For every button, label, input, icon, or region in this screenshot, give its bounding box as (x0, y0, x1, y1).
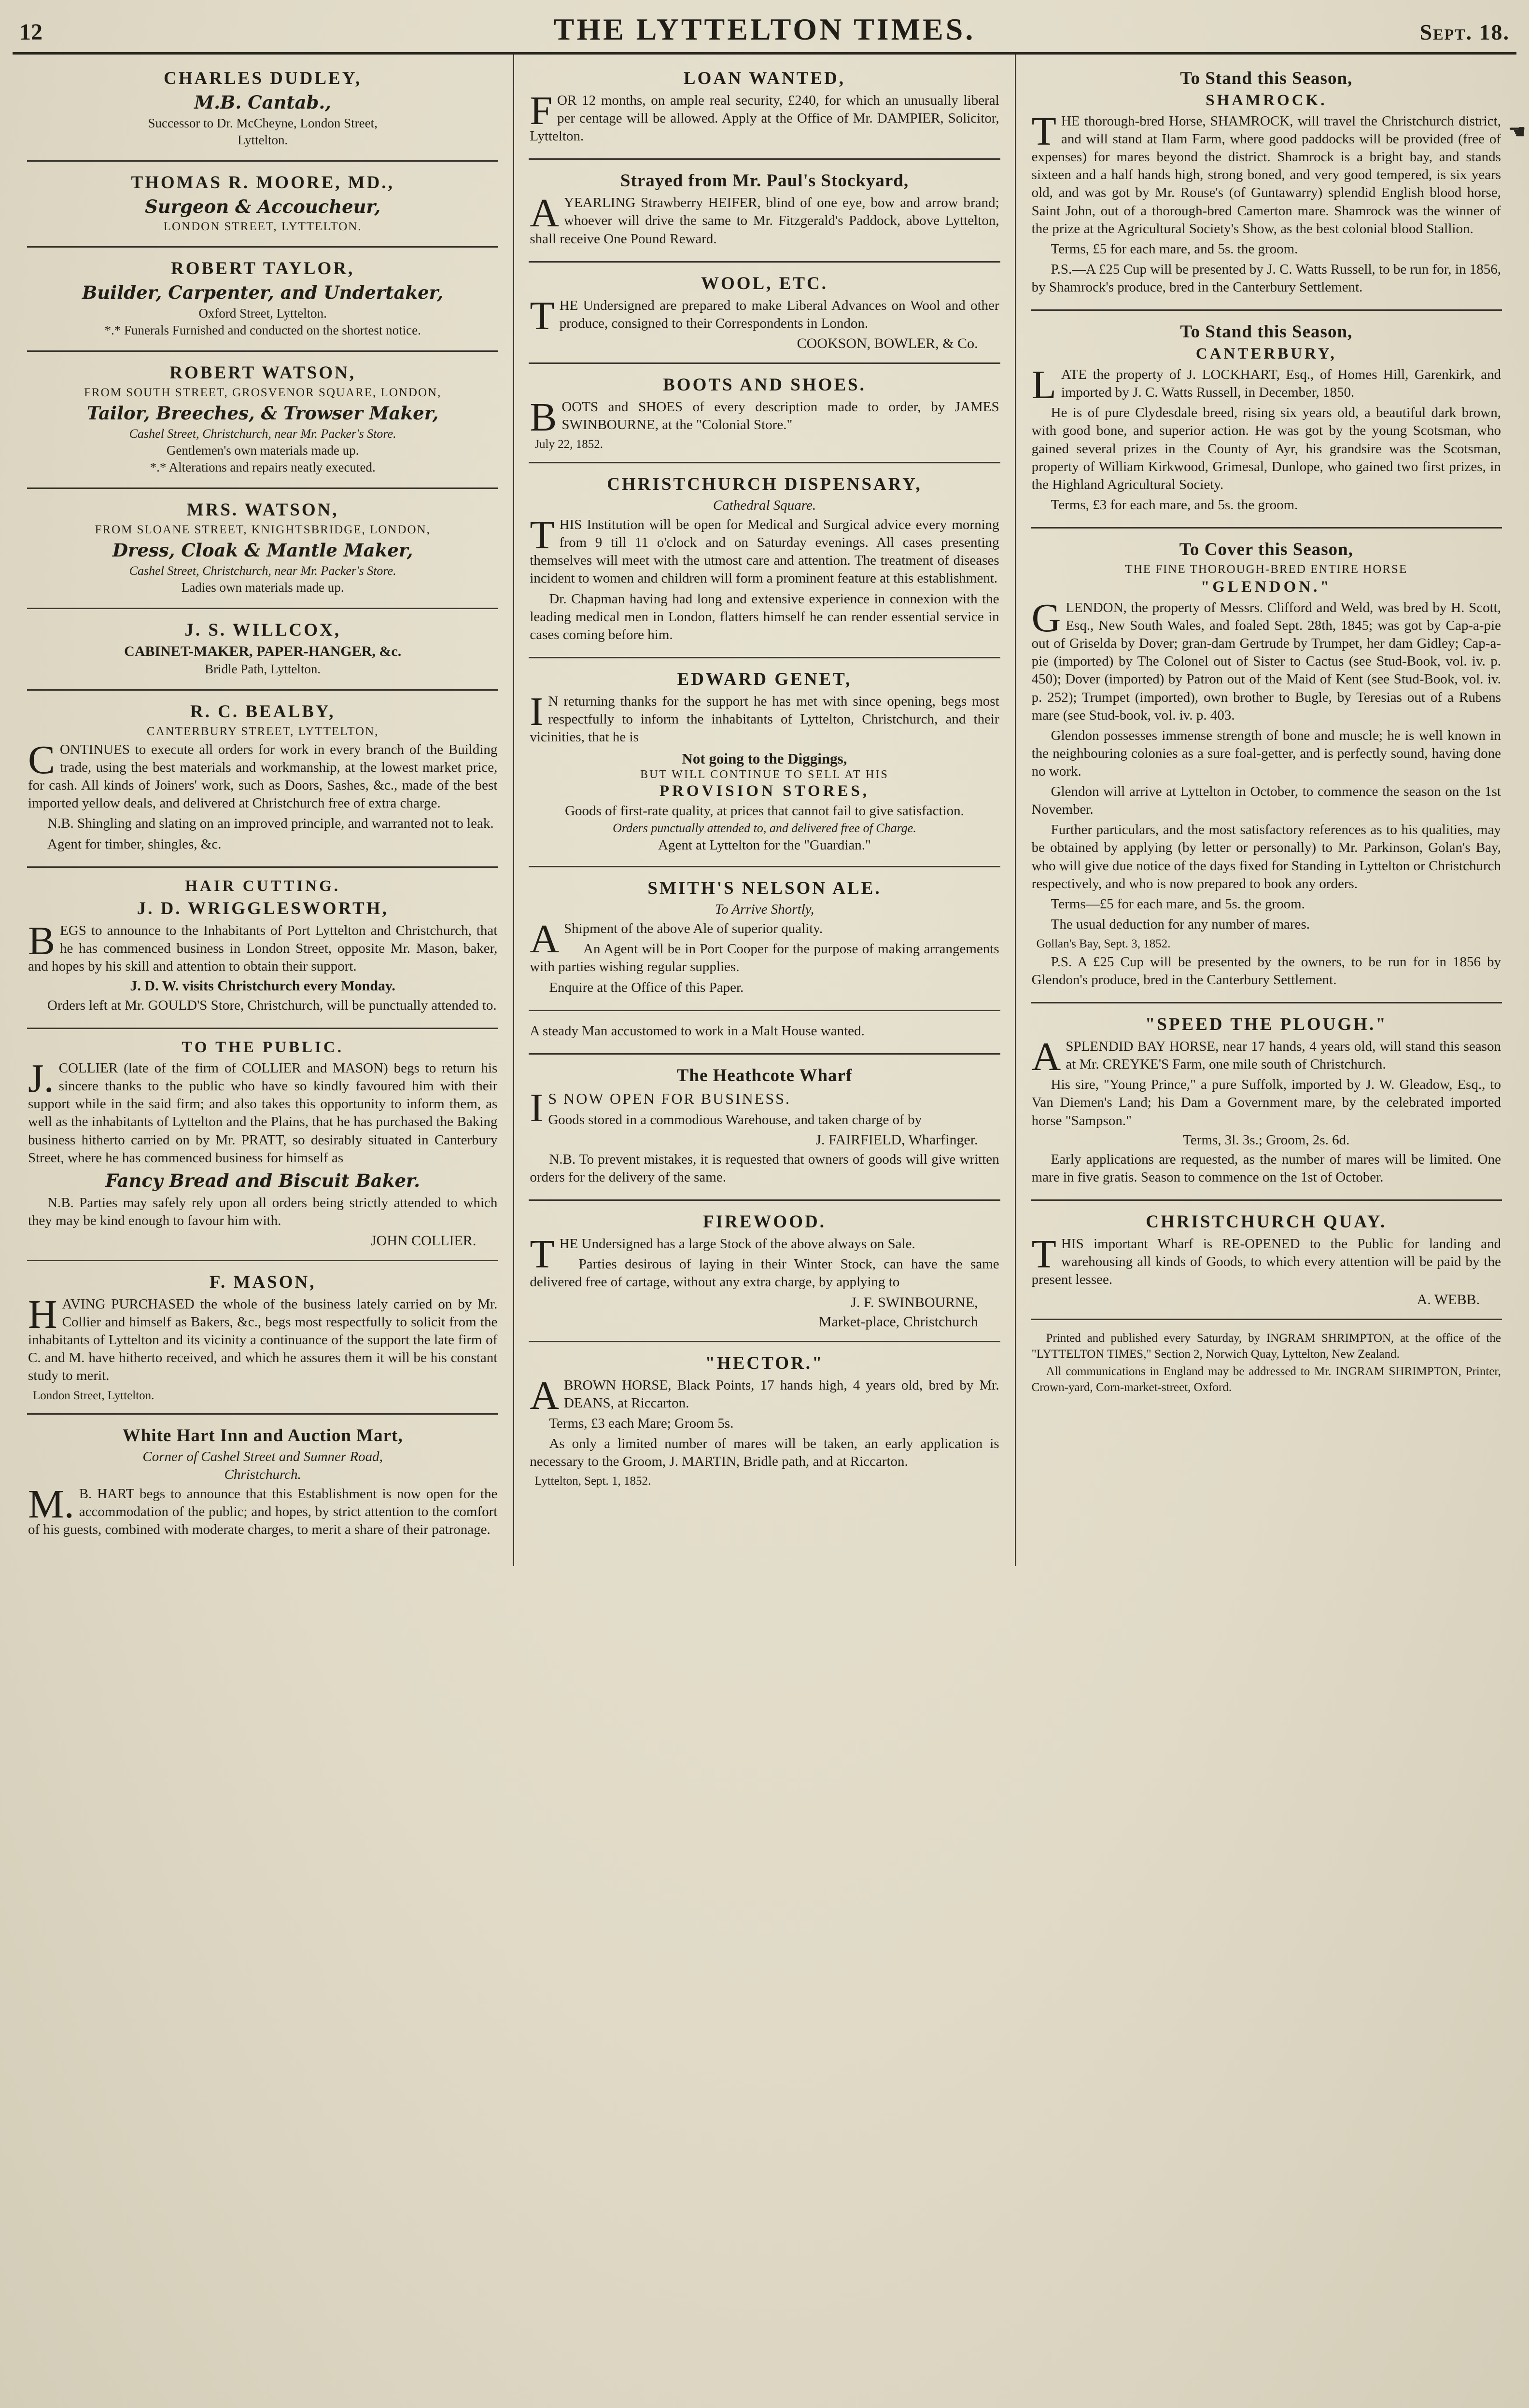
body-text: YEARLING Strawberry HEIFER, blind of one eye, bow and arrow brand; whoever will drive the same to Mr. Fitzgerald's Paddock, above Lyttelton, shall receive One Pound Reward. (530, 195, 999, 247)
ad-robert-taylor (27, 246, 498, 350)
ad-title: J. D. WRIGGLESWORTH, (137, 898, 389, 919)
ad-title: White Hart Inn and Auction Mart, (122, 1425, 403, 1446)
body-text: HIS important Wharf is RE-OPENED to the Public for landing and warehousing all kinds of Goods, to which every attention will be paid by the present lessee. (1031, 1236, 1501, 1288)
ad-firewood (529, 1199, 1000, 1340)
ad-body (530, 513, 999, 587)
drop-cap: I (530, 1085, 544, 1130)
ad-body-2: He is of pure Clydesdale breed, rising six years old, a beautiful dark brown, with good bone, and superior action. He was got by the young Scotsman, who gained several prizes in the County of Ayr, his grandsire was the Scotsman, property of William Kirkwood, Grimesal, Dunlope, who gained two first prizes, in the Highland Agricultural Society. (1031, 405, 1501, 492)
ad-subtitle: To Arrive Shortly, (715, 902, 814, 918)
ad-body (28, 1292, 498, 1385)
ad-line: LONDON STREET, LYTTELTON. (163, 220, 362, 233)
ad-title: CHARLES DUDLEY, (164, 69, 362, 88)
ad-robert-watson (27, 350, 498, 487)
ad-malt-house (529, 1010, 1000, 1053)
ad-to-the-public (27, 1028, 498, 1260)
signature: A. WEBB. (1417, 1292, 1480, 1308)
ad-body-4: Further particulars, and the most satisfactory references as to his qualities, may be obtained by applying (by letter or personally) to Mr. Parkinson, Golan's Bay, who will give due notice of the days fixed for Standing in Lyttelton or Christchurch respectively, and who is now prepared to book any orders. (1031, 822, 1501, 891)
ad-horse-name: "GLENDON." (1200, 578, 1332, 596)
ad-place: London Street, Lyttelton. (33, 1389, 154, 1402)
ad-heading: To Stand this Season, (1180, 322, 1353, 342)
ad-line: Agent for timber, shingles, &c. (47, 836, 222, 852)
newspaper-title: THE LYTTELTON TIMES. (553, 12, 976, 46)
ad-body: A steady Man accustomed to work in a Malt House wanted. (530, 1023, 865, 1039)
ad-body-2: Parties desirous of laying in their Winter Stock, can have the same delivered free of cartage, without any extra charge, by applying to (530, 1256, 999, 1290)
ad-edward-genet (529, 657, 1000, 866)
ad-heading: BOOTS AND SHOES. (663, 375, 866, 395)
ad-heading: Strayed from Mr. Paul's Stockyard, (620, 171, 909, 191)
drop-cap: A (530, 917, 559, 962)
ad-body (1031, 595, 1501, 724)
ad-body (530, 293, 999, 338)
ad-title: J. S. WILLCOX, (184, 620, 341, 640)
drop-cap: F (530, 88, 553, 133)
ad-note: Orders punctually attended to, and delivered free of Charge. (613, 821, 916, 835)
ad-loan-wanted (529, 57, 1000, 158)
ad-subtitle-blackletter: M.B. Cantab., (194, 92, 332, 113)
ad-shamrock (1031, 57, 1502, 309)
ad-address: Cashel Street, Christchurch, near Mr. Packer's Store. (129, 564, 396, 578)
ad-body (530, 394, 999, 440)
ad-body (530, 689, 999, 746)
ad-body-2: As only a limited number of mares will be taken, an early application is necessary to the Groom, J. MARTIN, Bridle path, and at Riccarton. (530, 1435, 999, 1469)
ad-line: Ladies own materials made up. (181, 580, 344, 595)
columns (13, 55, 1516, 1566)
ad-canterbury (1031, 309, 1502, 527)
ad-heading: "HECTOR." (705, 1353, 824, 1373)
ad-heading: WOOL, ETC. (701, 273, 828, 293)
ad-strayed-heifer (529, 158, 1000, 261)
signature: COOKSON, BOWLER, & Co. (797, 335, 978, 351)
drop-cap: J. (28, 1056, 54, 1101)
ad-subtitle-blackletter: Tailor, Breeches, & Trowser Maker, (86, 403, 439, 424)
ad-note: Orders left at Mr. GOULD'S Store, Christchurch, will be punctually attended to. (47, 997, 497, 1013)
ad-title: ROBERT TAYLOR, (171, 259, 355, 278)
ad-line: Gentlemen's own materials made up. (166, 443, 359, 458)
body-text: LENDON, the property of Messrs. Clifford and Weld, was bred by H. Scott, Esq., New South Wales, and foaled Sept. 28th, 1845; was got by Cap-a-pie out of Griselda by Dover; gran-dam Gertrude by Trumpet, her dam Gidley; Cap-a-pie (imported) by The Colonel out of Sister to Cactus (see Stud-Book, vol. iv. p. 450); Dover (imported) by Patron out of the Maid of Kent (see Stud-Book, vol. iv. p. 252); Trumpet (imported), own brother to Bugle, by Teresias out of a Rubens mare (see Stud-book, vol. iv. p. 403. (1031, 599, 1501, 723)
ad-boots-shoes (529, 362, 1000, 462)
ad-note: J. D. W. visits Christchurch every Monday. (130, 977, 395, 994)
ad-title: ROBERT WATSON, (169, 363, 356, 383)
body-text: SPLENDID BAY HORSE, near 17 hands, 4 years old, will stand this season at Mr. CREYKE'S Farm, one mile south of Christchurch. (1066, 1039, 1501, 1072)
ad-body-2: Glendon possesses immense strength of bone and muscle; he is well known in the neighbouring colonies as a sure foal-getter, and is perfectly sound, having done no work. (1031, 727, 1501, 779)
drop-cap: T (530, 513, 555, 558)
drop-cap: C (28, 738, 56, 782)
ad-terms: Terms, 3l. 3s.; Groom, 2s. 6d. (1183, 1132, 1350, 1148)
ad-address: Cashel Street, Christchurch, near Mr. Packer's Store. (129, 427, 396, 441)
ad-line: CANTERBURY STREET, LYTTELTON, (146, 725, 379, 738)
body-text: BROWN HORSE, Black Points, 17 hands high, 4 years old, bred by Mr. DEANS, at Riccarton. (564, 1377, 999, 1411)
ad-dispensary (529, 462, 1000, 657)
body-text: B. HART begs to announce that this Establishment is now open for the accommodation of the public; and hopes, by strict attention to the comfort of his guests, combined with moderate charges, to merit a share of their patronage. (28, 1486, 498, 1537)
ad-horse-name: CANTERBURY, (1195, 345, 1337, 363)
ad-line: CABINET-MAKER, PAPER-HANGER, &c. (124, 643, 402, 659)
ad-address: Christchurch. (224, 1466, 301, 1482)
ad-nb: N.B. Shingling and slating on an improved principle, and warranted not to leak. (47, 816, 494, 832)
ad-body (28, 1056, 498, 1167)
body-text: N returning thanks for the support he has met with since opening, begs most respectfully to inform the inhabitants of Lyttelton, Christchurch, and their vicinities, that he is (530, 693, 999, 745)
drop-cap: G (1031, 595, 1061, 640)
body-text: AVING PURCHASED the whole of the business lately carried on by Mr. Collier and himself as Bakers, &c., begs most respectfully to solicit from the inhabitants of Lyttelton and its vicinity a continuance of the support the late firm of C. and M. have hitherto received, and which he assures them it will be his constant study to merit. (28, 1296, 498, 1384)
ad-heading: To Stand this Season, (1180, 69, 1353, 88)
ad-date: Gollan's Bay, Sept. 3, 1852. (1036, 937, 1171, 950)
ad-body (530, 1373, 999, 1418)
imprint (1031, 1319, 1502, 1408)
ad-wool (529, 261, 1000, 362)
ad-line: Bridle Path, Lyttelton. (205, 662, 321, 676)
ad-line: PROVISION STORES, (659, 782, 870, 800)
ad-title: F. MASON, (209, 1272, 316, 1292)
ad-title: MRS. WATSON, (186, 500, 339, 520)
ad-heading: CHRISTCHURCH DISPENSARY, (607, 474, 922, 495)
ad-slogan: Not going to the Diggings, (682, 750, 847, 767)
drop-cap: T (530, 293, 555, 338)
ad-terms: Terms—£5 for each mare, and 5s. the groom. (1051, 896, 1305, 912)
signature: JOHN COLLIER. (371, 1232, 477, 1249)
body-text: ATE the property of J. LOCKHART, Esq., of Homes Hill, Garenkirk, and imported by J. C. Watts Russell, in December, 1850. (1061, 367, 1501, 401)
ad-body (1031, 1034, 1501, 1080)
drop-cap: T (1031, 109, 1056, 154)
ad-line: BUT WILL CONTINUE TO SELL AT HIS (640, 768, 889, 781)
ad-nb: N.B. Parties may safely rely upon all orders being strictly attended to which they may be kind enough to favour him with. (28, 1195, 498, 1228)
ad-heading: LOAN WANTED, (683, 69, 846, 88)
ad-horse-name: SHAMROCK. (1206, 92, 1327, 109)
ad-terms: Terms, £3 each Mare; Groom 5s. (549, 1415, 734, 1431)
body-text: OR 12 months, on ample real security, £240, for which an unusually liberal per centage will be allowed. Apply at the Office of Mr. DAMPIER, Solicitor, Lyttelton. (530, 93, 999, 144)
ad-heading: HAIR CUTTING. (185, 877, 341, 895)
drop-cap: T (530, 1232, 555, 1277)
ad-body (530, 88, 999, 145)
ad-note: *.* Alterations and repairs neatly executed. (150, 460, 376, 474)
signature: J. F. SWINBOURNE, (851, 1294, 978, 1310)
ad-body-2: Goods of first-rate quality, at prices that cannot fail to give satisfaction. (565, 803, 964, 819)
ad-mrs-watson (27, 487, 498, 608)
body-text: COLLIER (late of the firm of COLLIER and MASON) begs to return his sincere thanks to the public who have so kindly favoured him with their support while in the said firm; and also takes this opportunity to inform them, as well as the inhabitants of Lyttelton and the Plains, that he has purchased the Baking business hitherto carried on by Mr. PRATT, so desirably situated in Canterbury Street, where he has commenced business for himself as (28, 1060, 498, 1166)
ad-note: Agent at Lyttelton for the "Guardian." (658, 837, 871, 853)
signature: J. FAIRFIELD, Wharfinger. (815, 1131, 978, 1148)
ad-heading: CHRISTCHURCH QUAY. (1146, 1211, 1387, 1232)
drop-cap: T (1031, 1231, 1056, 1277)
ad-body-2: An Agent will be in Port Cooper for the purpose of making arrangements with parties wishing regular supplies. (530, 941, 999, 975)
ad-body (28, 738, 498, 812)
ad-body-3: Early applications are requested, as the number of mares will be limited. One mare in five gratis. Season to commence on the 1st of October. (1031, 1151, 1501, 1185)
drop-cap: B (530, 394, 557, 440)
body-text: ONTINUES to execute all orders for work in every branch of the Building trade, using the best materials and workmanship, at the lowest market price, for cash. All kinds of Joiners' work, such as Doors, Sashes, &c., made of the best imported yellow deals, and delivered at Christchurch free of extra charge. (28, 742, 498, 811)
ad-terms: Terms, £5 for each mare, and 5s. the groom. (1051, 241, 1298, 257)
ad-glendon (1031, 527, 1502, 1002)
ad-thomas-moore (27, 160, 498, 246)
ad-heading: "SPEED THE PLOUGH." (1145, 1015, 1388, 1035)
drop-cap: I (530, 689, 544, 734)
drop-cap: A (1031, 1034, 1061, 1080)
ad-subheading: THE FINE THOROUGH-BRED ENTIRE HORSE (1125, 562, 1408, 576)
body-text: Shipment of the above Ale of superior quality. (564, 921, 823, 937)
ad-subtitle-blackletter: Fancy Bread and Biscuit Baker. (105, 1169, 421, 1191)
ad-heading: The Heathcote Wharf (676, 1065, 853, 1086)
ad-nelson-ale (529, 866, 1000, 1009)
ad-willcox (27, 608, 498, 689)
ad-body-3: Glendon will arrive at Lyttelton in October, to commence the season on the 1st November. (1031, 784, 1501, 818)
body-text: EGS to announce to the Inhabitants of Port Lyttelton and Christchurch, that he has commenced business in London Street, opposite Mr. Mason, baker, and hopes by his skill and attention to obtain their support. (28, 922, 498, 974)
ad-body (1031, 1231, 1501, 1289)
ad-hair-cutting (27, 866, 498, 1028)
ad-body (1031, 109, 1501, 238)
ad-subtitle-blackletter: Surgeon & Accoucheur, (145, 196, 381, 217)
ad-title: THOMAS R. MOORE, MD., (131, 173, 394, 193)
ad-f-mason (27, 1260, 498, 1413)
ad-line: Lyttelton. (238, 133, 288, 147)
issue-date: Sept. 18. (1419, 20, 1510, 44)
body-text: HE Undersigned has a large Stock of the above always on Sale. (559, 1236, 915, 1252)
ad-line: FROM SLOANE STREET, KNIGHTSBRIDGE, LONDON, (95, 523, 431, 536)
ad-body (530, 191, 999, 248)
signature-place: Market-place, Christchurch (818, 1313, 978, 1330)
ad-nb: N.B. To prevent mistakes, it is requested that owners of goods will give written orders for the delivery of the same. (530, 1151, 999, 1185)
ad-heading: EDWARD GENET, (677, 669, 852, 689)
manicule-icon: ☚ (1508, 121, 1526, 143)
ad-body (1031, 362, 1501, 408)
ad-line: S NOW OPEN FOR BUSINESS. (548, 1089, 791, 1107)
body-text: OOTS and SHOES of every description made to order, by JAMES SWINBOURNE, at the "Colonial Store." (561, 399, 999, 432)
ad-address: Corner of Cashel Street and Sumner Road, (142, 1448, 383, 1464)
masthead (13, 7, 1516, 49)
ad-line: Successor to Dr. McCheyne, London Street, (148, 116, 378, 130)
ad-speed-the-plough (1031, 1002, 1502, 1199)
ad-bealby (27, 689, 498, 866)
ad-ps: P.S. A £25 Cup will be presented by the owners, to be run for in 1856 by Glendon's produce, bred in the Canterbury Settlement. (1031, 954, 1501, 988)
ad-hector (529, 1341, 1000, 1499)
drop-cap: L (1031, 362, 1056, 408)
body-text: HE Undersigned are prepared to make Liberal Advances on Wool and other produce, consigned to their Correspondents in London. (559, 297, 999, 331)
ad-heading: To Cover this Season, (1179, 539, 1353, 559)
ad-subtitle-blackletter: Dress, Cloak & Mantle Maker, (112, 540, 413, 561)
column-1 (13, 55, 513, 1566)
drop-cap: M. (28, 1481, 74, 1527)
ad-date: Lyttelton, Sept. 1, 1852. (534, 1475, 651, 1488)
body-text: HE thorough-bred Horse, SHAMROCK, will travel the Christchurch district, and will stand at Ilam Farm, where good paddocks will be provided (free of expenses) for mares beyond the district. Shamrock is a bright bay, and stands sixteen and a half hands high, strong boned, and very good tempered, is six years old, and was got by Mr. Rouse's (of Guntawarry) splendid English blood horse, Saint John, out of a thorough-bred Camerton mare. Shamrock was the winner of the prize at the Agricultural Society's Show, as the best colonial blood Stallion. (1031, 113, 1501, 237)
ad-subtitle: Cathedral Square. (713, 498, 816, 514)
imprint-line: Printed and published every Saturday, by INGRAM SHRIMPTON, at the office of the "LYTTELTON TIMES," Section 2, Norwich Quay, Lyttelton, New Zealand. (1031, 1332, 1501, 1361)
drop-cap: B (28, 918, 56, 963)
ad-note: Enquire at the Office of this Paper. (549, 979, 744, 995)
ad-white-hart (27, 1413, 498, 1552)
body-text: HIS Institution will be open for Medical and Surgical advice every morning from 9 till 11 o'clock and on Saturday evenings. All cases presenting themselves will meet with the utmost care and attention. The treatment of diseases incident to women and children will form a prominent feature at this establishment. (530, 517, 999, 586)
ad-line: FROM SOUTH STREET, GROSVENOR SQUARE, LONDON, (84, 386, 442, 399)
ad-heading: FIREWOOD. (703, 1212, 826, 1232)
ad-heathcote-wharf (529, 1053, 1000, 1199)
ad-body (28, 1481, 498, 1539)
ad-charles-dudley (27, 57, 498, 160)
ad-date: July 22, 1852. (534, 438, 603, 451)
ad-ps: P.S.—A £25 Cup will be presented by J. C. Watts Russell, to be run for, in 1856, by Shamrock's produce, bred in the Canterbury Settlement. (1031, 261, 1501, 295)
drop-cap: A (530, 1373, 559, 1418)
ad-terms: Terms, £3 for each mare, and 5s. the groom. (1051, 497, 1298, 513)
ad-body-2: His sire, "Young Prince," a pure Suffolk, imported by J. W. Gleadow, Esq., to Van Diemen's Land; his Dam a Government mare, by the celebrated imported horse "Sampson." (1031, 1077, 1501, 1128)
ad-title: R. C. BEALBY, (190, 702, 336, 722)
drop-cap: H (28, 1292, 57, 1337)
ad-body-2: Dr. Chapman having had long and extensive experience in connexion with the leading medical men in London, flatters himself he can render essential service in cases coming before him. (530, 591, 999, 642)
ad-christchurch-quay (1031, 1199, 1502, 1319)
column-3 (1015, 55, 1516, 1566)
ad-heading: SMITH'S NELSON ALE. (647, 878, 882, 899)
ad-note: *.* Funerals Furnished and conducted on the shortest notice. (104, 323, 421, 337)
page-number: 12 (19, 19, 42, 45)
drop-cap: A (530, 191, 559, 236)
column-2 (513, 55, 1014, 1566)
ad-line: Oxford Street, Lyttelton. (198, 306, 327, 320)
ad-body (28, 918, 498, 975)
ad-heading: TO THE PUBLIC. (182, 1039, 344, 1057)
ad-terms-2: The usual deduction for any number of mares. (1051, 916, 1310, 932)
ad-subtitle-blackletter: Builder, Carpenter, and Undertaker, (82, 282, 444, 303)
ad-body-2: Goods stored in a commodious Warehouse, and taken charge of by (548, 1112, 922, 1127)
imprint-line: All communications in England may be addressed to Mr. INGRAM SHRIMPTON, Printer, Crown-yard, Corn-market-street, Oxford. (1031, 1365, 1501, 1394)
